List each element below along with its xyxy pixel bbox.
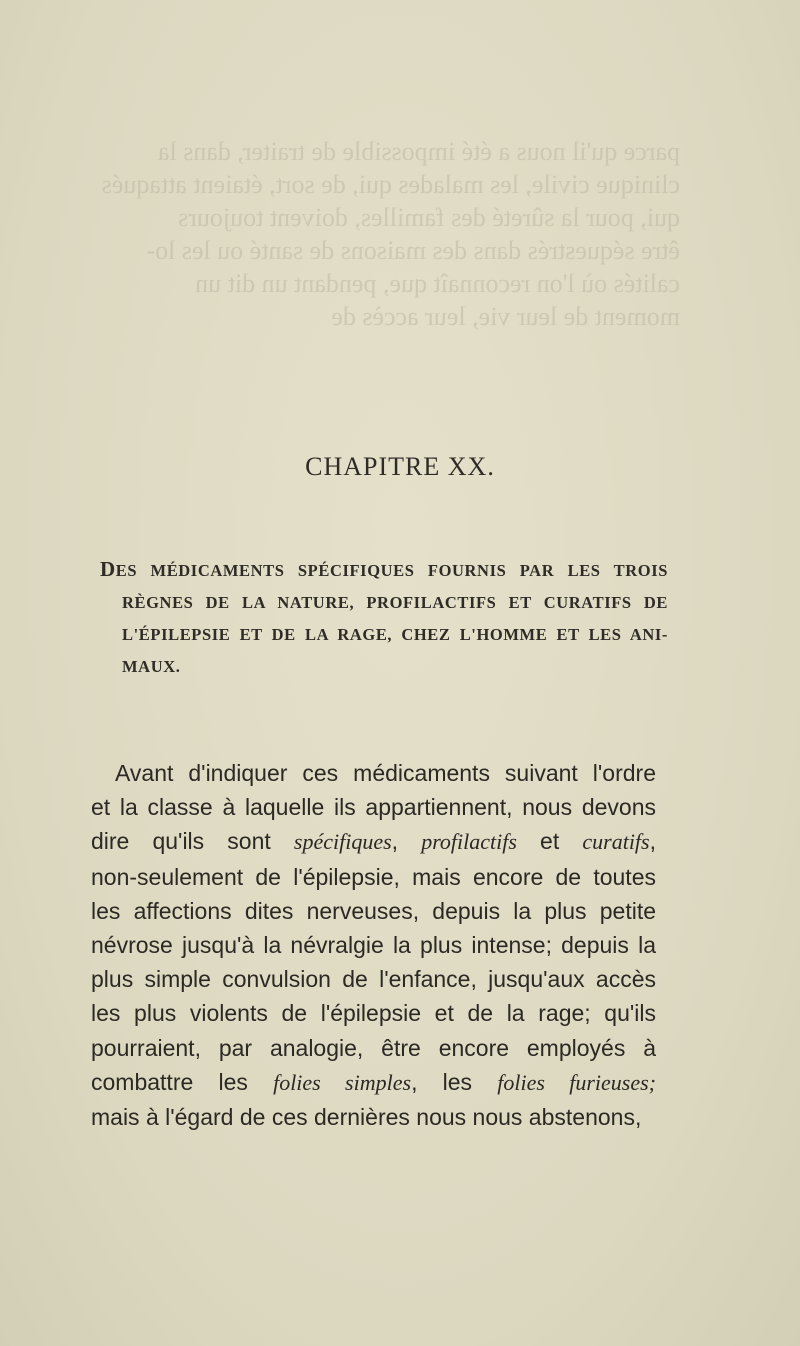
paragraph-line: les affections dites nerveuses, depuis la plus petite [91, 897, 656, 924]
italic-term: folies furieuses; [497, 1069, 656, 1095]
paragraph-line: les plus violents de l'épilepsie et de la rage; qu'ils [91, 1000, 656, 1027]
bleed-through-line: moment de leur vie, leur accès de [331, 302, 680, 331]
paragraph-line: plus simple convulsion de l'enfance, jusqu'aux accès [91, 966, 656, 993]
chapter-title: CHAPITRE XX. [305, 452, 495, 481]
paragraph-line: Avant d'indiquer ces médicaments suivant l'ordre [115, 760, 656, 786]
bleed-through-text [100, 135, 680, 333]
text-run: , [649, 828, 656, 855]
bleed-through-line: clinique civile, les malades qui, de sort, étaient attaqués [101, 170, 680, 199]
bleed-through-line: parce qu'il nous a été impossible de traiter, dans la [157, 137, 680, 166]
heading-line: L'ÉPILEPSIE ET DE LA RAGE, CHEZ L'HOMME ET LES ANI- [122, 625, 668, 644]
paragraph-line: non-seulement de l'épilepsie, mais encore de toutes [91, 863, 656, 890]
bleed-through-line: qui, pour la sûreté des familles, doivent toujours [178, 203, 680, 232]
bleed-through-line: calités où l'on reconnaît que, pendant un dit un [195, 269, 680, 298]
body-paragraph [91, 756, 656, 1134]
italic-term: spécifiques [293, 829, 392, 855]
paragraph-line: névrose jusqu'à la névralgie la plus intense; depuis la [91, 932, 656, 959]
heading-line: RÈGNES DE LA NATURE, PROFILACTIFS ET CURATIFS DE [122, 593, 668, 612]
italic-term: folies simples [273, 1069, 412, 1095]
italic-term: curatifs [582, 829, 650, 855]
heading-initial: D [100, 557, 116, 581]
text-run: et [516, 828, 583, 855]
paragraph-line [91, 1065, 656, 1100]
text-run: , [391, 828, 422, 855]
chapter-heading [100, 553, 668, 683]
heading-line: MAUX. [122, 657, 181, 676]
text-run: combattre les [91, 1068, 274, 1095]
text-run: , les [411, 1068, 498, 1095]
paragraph-line: mais à l'égard de ces dernières nous nous abstenons, [91, 1104, 642, 1131]
heading-line [100, 553, 668, 587]
paragraph-line: et la classe à laquelle ils appartiennent, nous devons [91, 794, 656, 821]
paragraph-line: pourraient, par analogie, être encore employés à [91, 1034, 656, 1061]
paragraph-line [91, 824, 656, 859]
bleed-through-line: être séquestrés dans des maisons de santé ou les lo- [146, 236, 680, 265]
italic-term: profilactifs [421, 829, 517, 855]
text-run: dire qu'ils sont [91, 828, 294, 855]
heading-text: ES MÉDICAMENTS SPÉCIFIQUES FOURNIS PAR LES TROIS [115, 561, 668, 580]
